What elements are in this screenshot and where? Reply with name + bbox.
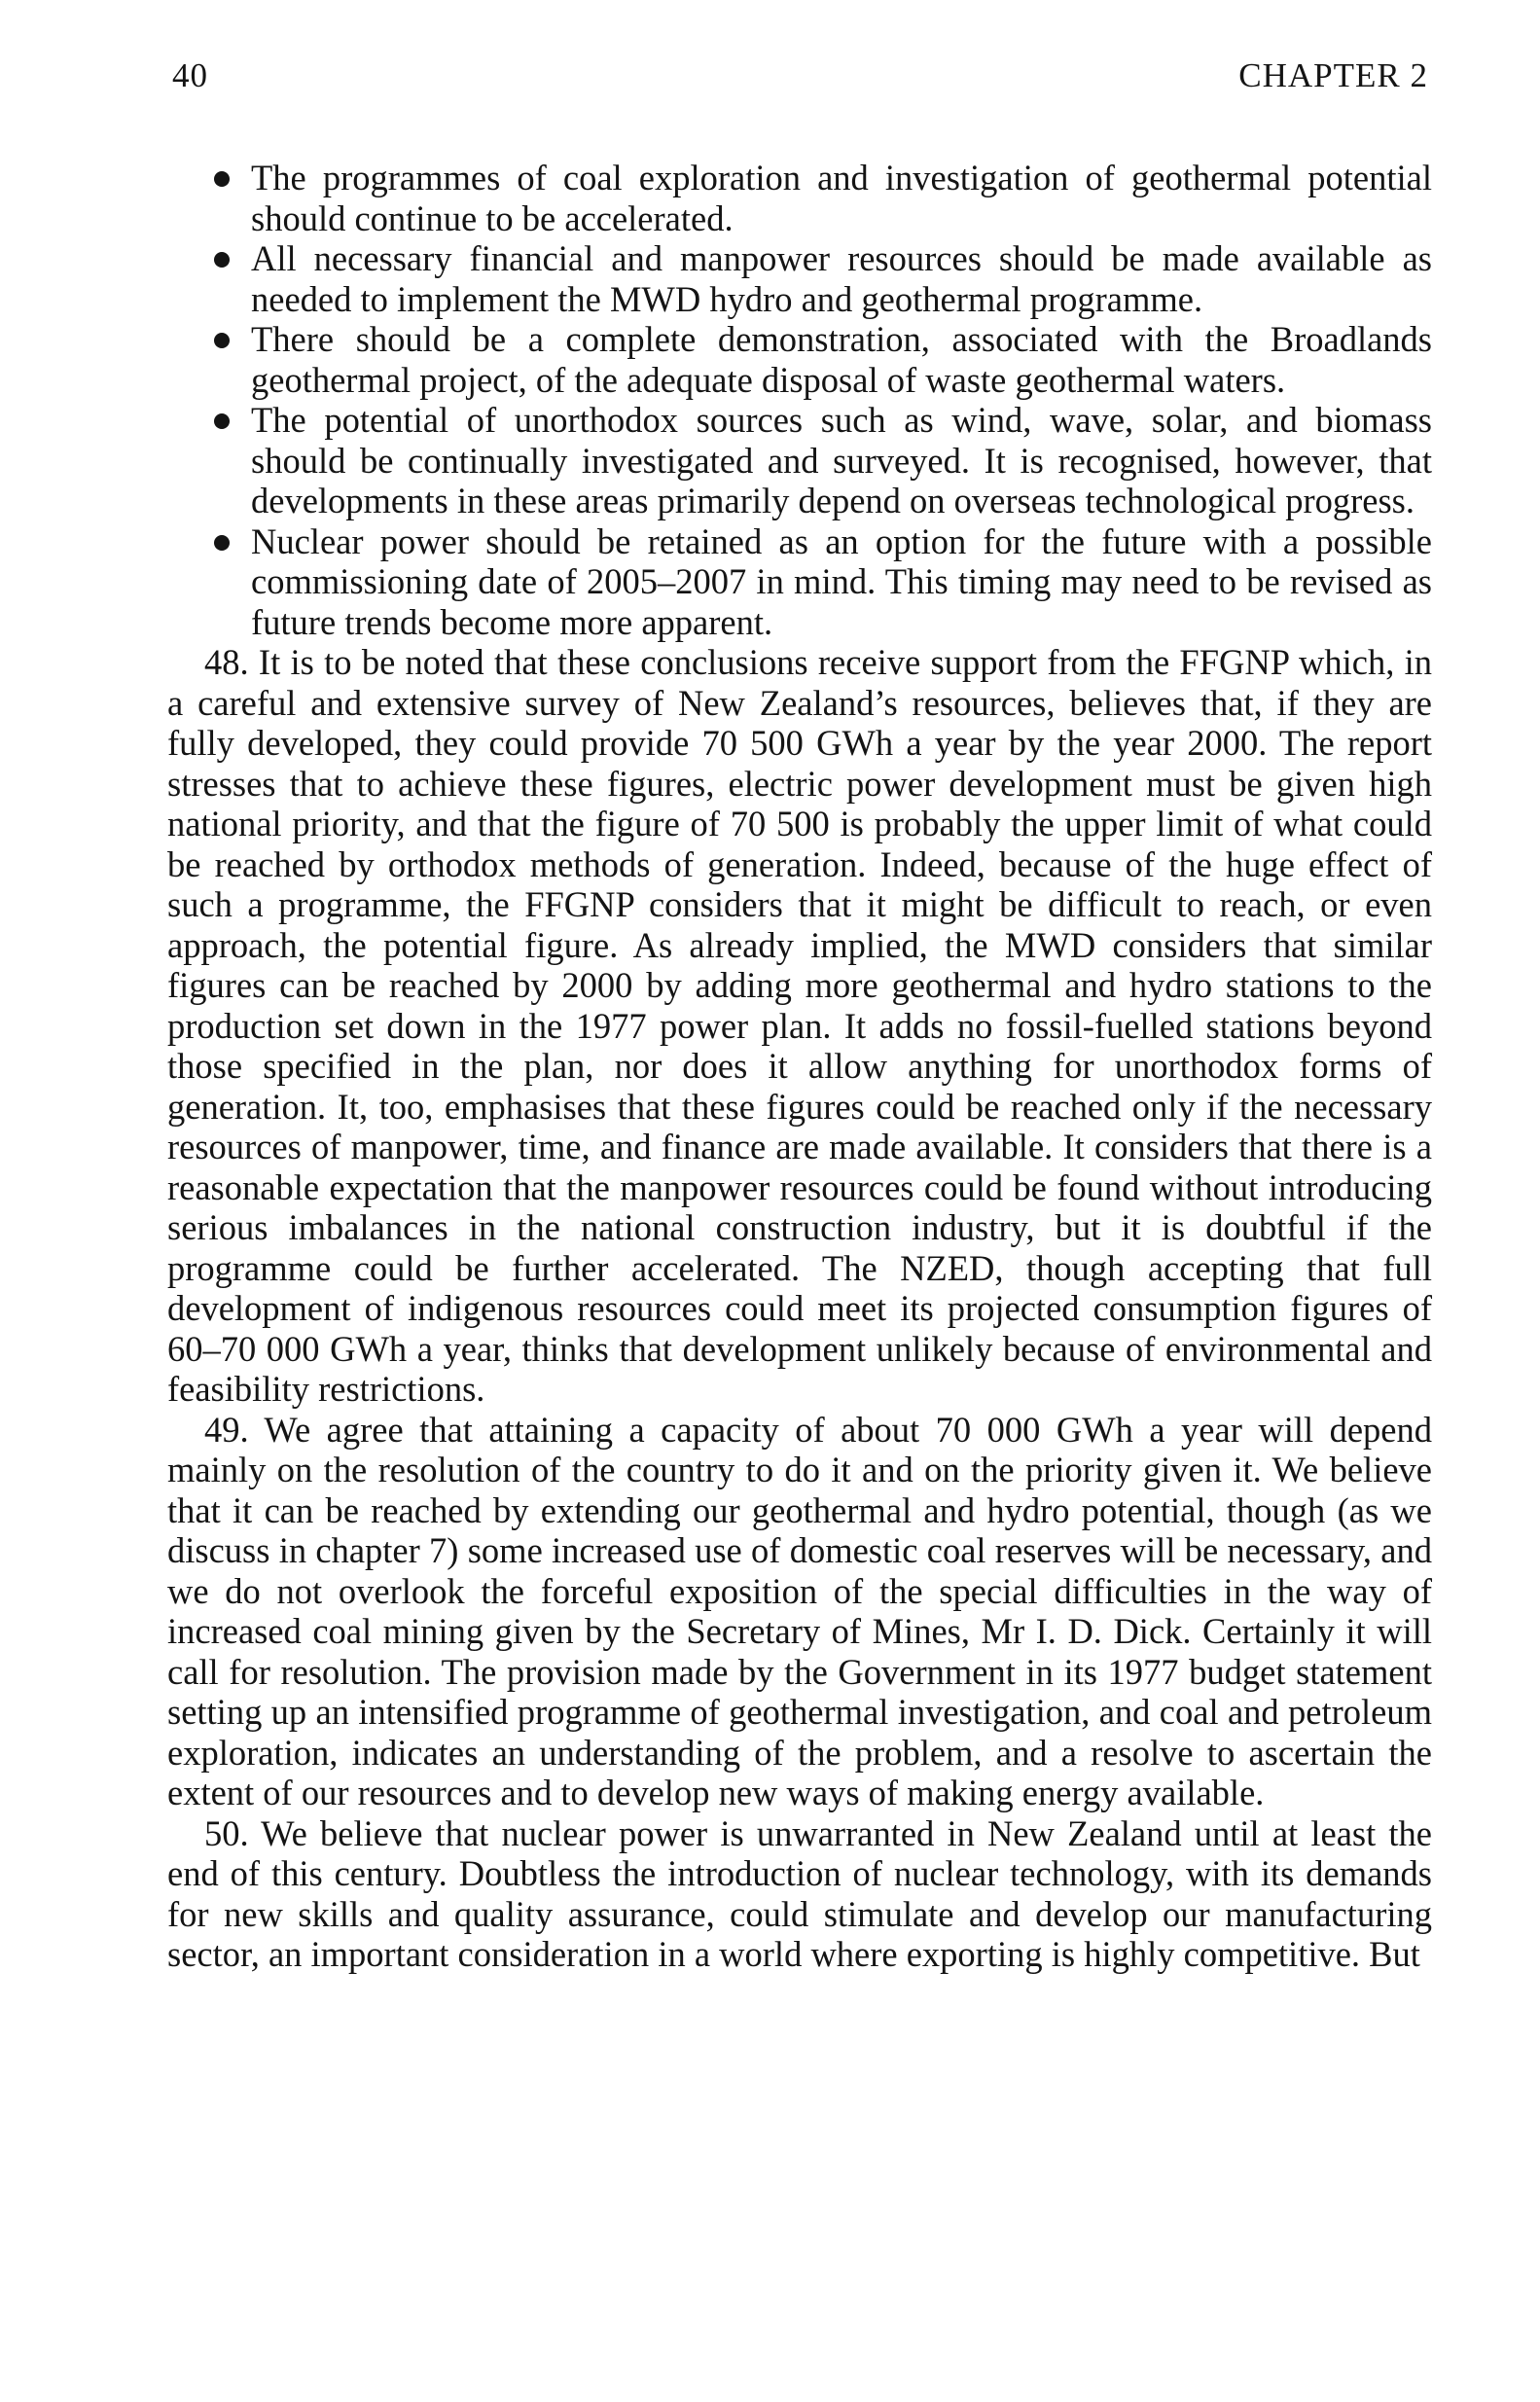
- list-item-text: All necessary financial and manpower resources should be made available as needed to implement the MWD hydro and geothermal programme.: [251, 238, 1432, 319]
- bullet-icon: [214, 535, 230, 551]
- bullet-icon: [214, 413, 230, 429]
- paragraph-50: 50. We believe that nuclear power is unwarranted in New Zealand until at least the end of this century. Doubtless the introduction of nuclear technology, with its demands for new skills and quality assurance, could stimulate and develop our manufacturing sector, an important consideration in a world where exporting is highly competitive. But: [167, 1812, 1432, 1974]
- paragraph-48: 48. It is to be noted that these conclusions receive support from the FFGNP which, in a careful and extensive survey of New Zealand’s resources, believes that, if they are fully developed, they could provide 70 500 GWh a year by the year 2000. The report stresses that to achieve these figures, electric power development must be given high national priority, and that the figure of 70 500 is probably the upper limit of what could be reached by orthodox methods of generation. Indeed, because of the huge effect of such a programme, the FFGNP considers that it might be difficult to reach, or even approach, the potential figure. As already implied, the MWD considers that similar figures can be reached by 2000 by adding more geothermal and hydro stations to the production set down in the 1977 power plan. It adds no fossil-fuelled stations beyond those specified in the plan, nor does it allow anything for unorthodox forms of generation. It, too, emphasises that these figures could be reached only if the necessary resources of manpower, time, and finance are made available. It considers that there is a reasonable expectation that the manpower resources could be found without introducing serious imbalances in the national construction industry, but it is doubtful if the programme could be further accelerated. The NZED, though accepting that full development of indigenous resources could meet its projected consumption figures of 60–70 000 GWh a year, thinks that development unlikely because of environmental and feasibility restrictions.: [167, 642, 1432, 1409]
- list-item-text: The potential of unorthodox sources such as wind, wave, solar, and biomass should be continually investigated and surveyed. It is recognised, however, that developments in these areas primarily depend on overseas technological progress.: [251, 400, 1432, 520]
- conclusions-list: [167, 158, 1432, 642]
- paragraph-49: 49. We agree that attaining a capacity of about 70 000 GWh a year will depend mainly on the resolution of the country to do it and on the priority given it. We believe that it can be reached by extending our geothermal and hydro potential, though (as we discuss in chapter 7) some increased use of domestic coal reserves will be necessary, and we do not overlook the forceful exposition of the special difficulties in the way of increased coal mining given by the Secretary of Mines, Mr I. D. Dick. Certainly it will call for resolution. The provision made by the Government in its 1977 budget statement setting up an intensified programme of geothermal investigation, and coal and petroleum exploration, indicates an understanding of the problem, and a resolve to ascertain the extent of our resources and to develop new ways of making energy available.: [167, 1409, 1432, 1812]
- list-item-text: Nuclear power should be retained as an option for the future with a possible commissioning date of 2005–2007 in mind. This timing may need to be revised as future trends become more apparent.: [251, 520, 1432, 642]
- bullet-icon: [214, 252, 230, 268]
- list-item: [167, 319, 1432, 400]
- bullet-icon: [214, 171, 230, 187]
- list-item: [167, 400, 1432, 521]
- list-item-text: The programmes of coal exploration and investigation of geothermal potential should continue to be accelerated.: [251, 158, 1432, 238]
- chapter-label: CHAPTER 2: [1238, 56, 1428, 94]
- list-item: [167, 158, 1432, 238]
- list-item-text: There should be a complete demonstration, associated with the Broadlands geothermal project, of the adequate disposal of waste geothermal waters.: [251, 319, 1432, 400]
- list-item: [167, 238, 1432, 319]
- list-item: [167, 521, 1432, 643]
- page-number: 40: [172, 56, 208, 94]
- bullet-icon: [214, 333, 230, 348]
- body-text: [167, 158, 1432, 1975]
- running-header: [172, 56, 1428, 105]
